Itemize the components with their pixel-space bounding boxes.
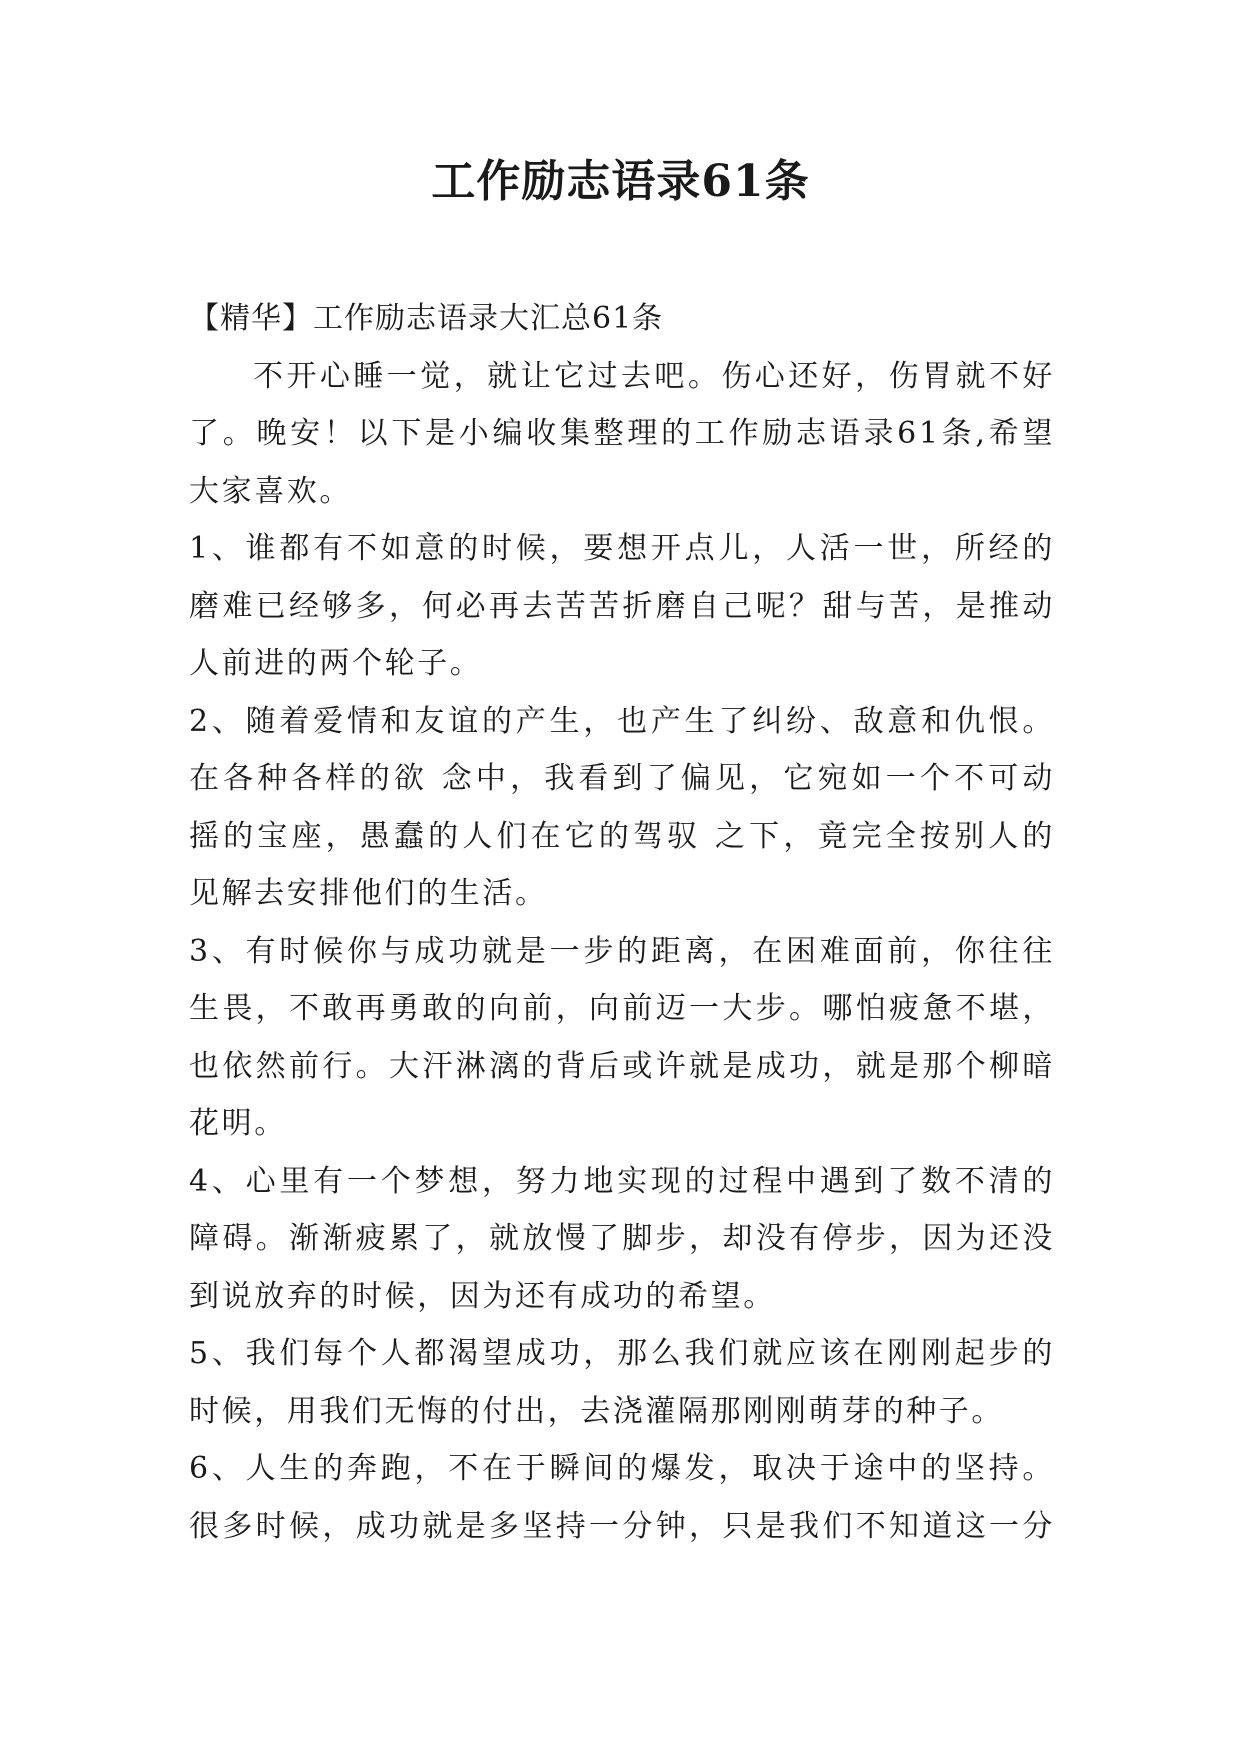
quote-line: 摇的宝座，愚蠢的人们在它的驾驭 之下，竟完全按别人的	[189, 818, 1055, 854]
quote-item-4	[189, 1153, 1055, 1326]
quote-line: 到说放弃的时候，因为还有成功的希望。	[189, 1278, 776, 1314]
quote-line: 4、心里有一个梦想，努力地实现的过程中遇到了数不清的	[189, 1163, 1055, 1199]
quote-line: 也依然前行。大汗淋漓的背后或许就是成功，就是那个柳暗	[189, 1048, 1055, 1084]
quote-line: 见解去安排他们的生活。	[189, 876, 548, 911]
quote-line: 时候，用我们无悔的付出，去浇灌隔那刚刚萌芽的种子。	[189, 1393, 1004, 1429]
quote-line: 磨难已经够多，何必再去苦苦折磨自己呢？甜与苦，是推动	[189, 588, 1055, 624]
intro-line: 不开心睡一觉，就让它过去吧。伤心还好，伤胃就不好	[253, 358, 1055, 394]
document-title: 工作励志语录61条	[431, 156, 810, 207]
quote-item-3	[189, 923, 1055, 1153]
quote-line: 很多时候，成功就是多坚持一分钟，只是我们不知道这一分	[189, 1508, 1055, 1544]
quote-line: 人前进的两个轮子。	[189, 646, 483, 681]
quote-line: 障碍。渐渐疲累了，就放慢了脚步，却没有停步，因为还没	[189, 1221, 1055, 1256]
quote-line: 5、我们每个人都渴望成功，那么我们就应该在刚刚起步的	[189, 1336, 1055, 1371]
quote-line: 3、有时候你与成功就是一步的距离，在困难面前，你往往	[189, 933, 1055, 969]
quote-line: 6、人生的奔跑，不在于瞬间的爆发，取决于途中的坚持。	[189, 1451, 1055, 1486]
quote-item-1	[189, 520, 1055, 693]
intro-line: 了。晚安！以下是小编收集整理的工作励志语录61条,希望	[189, 416, 1055, 451]
quote-line: 花明。	[189, 1106, 287, 1141]
document-body	[189, 290, 1055, 1555]
document-subtitle: 【精华】工作励志语录大汇总61条	[189, 301, 664, 336]
intro-line: 大家喜欢。	[189, 473, 352, 509]
quote-item-5	[189, 1325, 1055, 1440]
quote-item-6	[189, 1440, 1055, 1555]
quote-line: 在各种各样的欲 念中，我看到了偏见，它宛如一个不可动	[189, 761, 1055, 796]
quote-line: 生畏，不敢再勇敢的向前，向前迈一大步。哪怕疲惫不堪，	[189, 991, 1055, 1026]
quote-line: 1、谁都有不如意的时候，要想开点儿，人活一世，所经的	[189, 531, 1055, 566]
quote-line: 2、随着爱情和友谊的产生，也产生了纠纷、敌意和仇恨。	[189, 703, 1055, 739]
quote-item-2	[189, 693, 1055, 923]
intro-paragraph	[189, 348, 1055, 521]
